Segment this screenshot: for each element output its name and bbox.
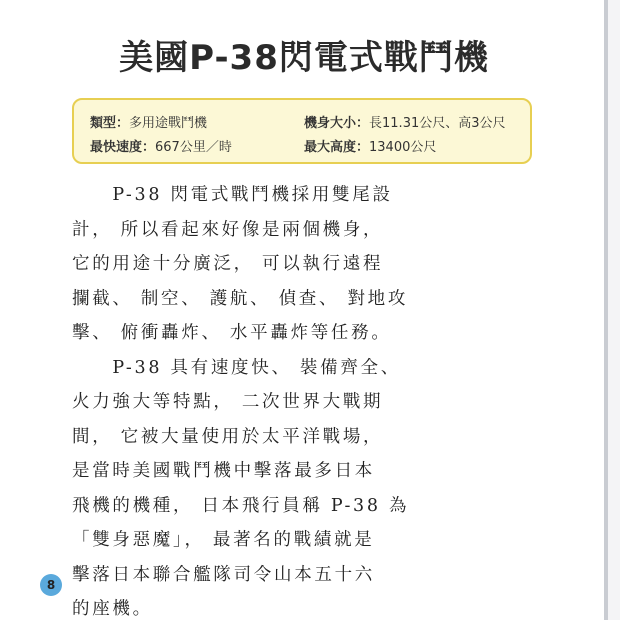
- spec-altitude-value: 13400公尺: [369, 140, 437, 155]
- body-line: 它的用途十分廣泛， 可以執行遠程: [72, 254, 384, 274]
- body-line: 是當時美國戰鬥機中擊落最多日本: [72, 461, 375, 481]
- spec-altitude: [304, 136, 436, 155]
- page-edge: [604, 0, 608, 620]
- spec-speed: [90, 136, 304, 155]
- body-line: 擊落日本聯合艦隊司令山本五十六: [72, 564, 375, 585]
- body-line: 飛機的機種， 日本飛行員稱 P-38 為: [72, 495, 410, 516]
- body-line: 火力強大等特點， 二次世界大戰期: [72, 392, 384, 412]
- body-line: P-38 具有速度快、 裝備齊全、: [72, 357, 401, 378]
- spec-size-label: 機身大小：: [304, 116, 370, 131]
- spec-row-1: [90, 112, 506, 131]
- page-edge-shadow: [608, 0, 620, 620]
- page-number-badge: 8: [40, 574, 62, 596]
- body-line: 的座機。: [72, 599, 153, 619]
- body-line: 擊、 俯衝轟炸、 水平轟炸等任務。: [72, 323, 392, 343]
- spec-altitude-label: 最大高度：: [304, 140, 370, 155]
- spec-row-2: [90, 136, 436, 155]
- spec-type-label: 類型：: [90, 116, 130, 131]
- page-title: 美國P-38閃電式戰鬥機: [119, 38, 489, 78]
- body-line: 「雙身惡魔」， 最著名的戰績就是: [72, 530, 375, 550]
- spec-type: [90, 112, 304, 131]
- body-text: [72, 178, 532, 627]
- body-line: 間， 它被大量使用於太平洋戰場，: [72, 426, 384, 447]
- body-line: 計， 所以看起來好像是兩個機身，: [72, 219, 384, 240]
- body-line: 攔截、 制空、 護航、 偵查、 對地攻: [72, 288, 409, 309]
- spec-size-value: 長11.31公尺、高3公尺: [369, 116, 506, 131]
- body-line: P-38 閃電式戰鬥機採用雙尾設: [72, 185, 393, 205]
- spec-type-value: 多用途戰鬥機: [129, 116, 208, 131]
- spec-speed-value: 667公里／時: [155, 140, 232, 155]
- spec-speed-label: 最快速度：: [90, 140, 156, 155]
- spec-size: [304, 112, 506, 131]
- spec-info-box: [72, 98, 532, 164]
